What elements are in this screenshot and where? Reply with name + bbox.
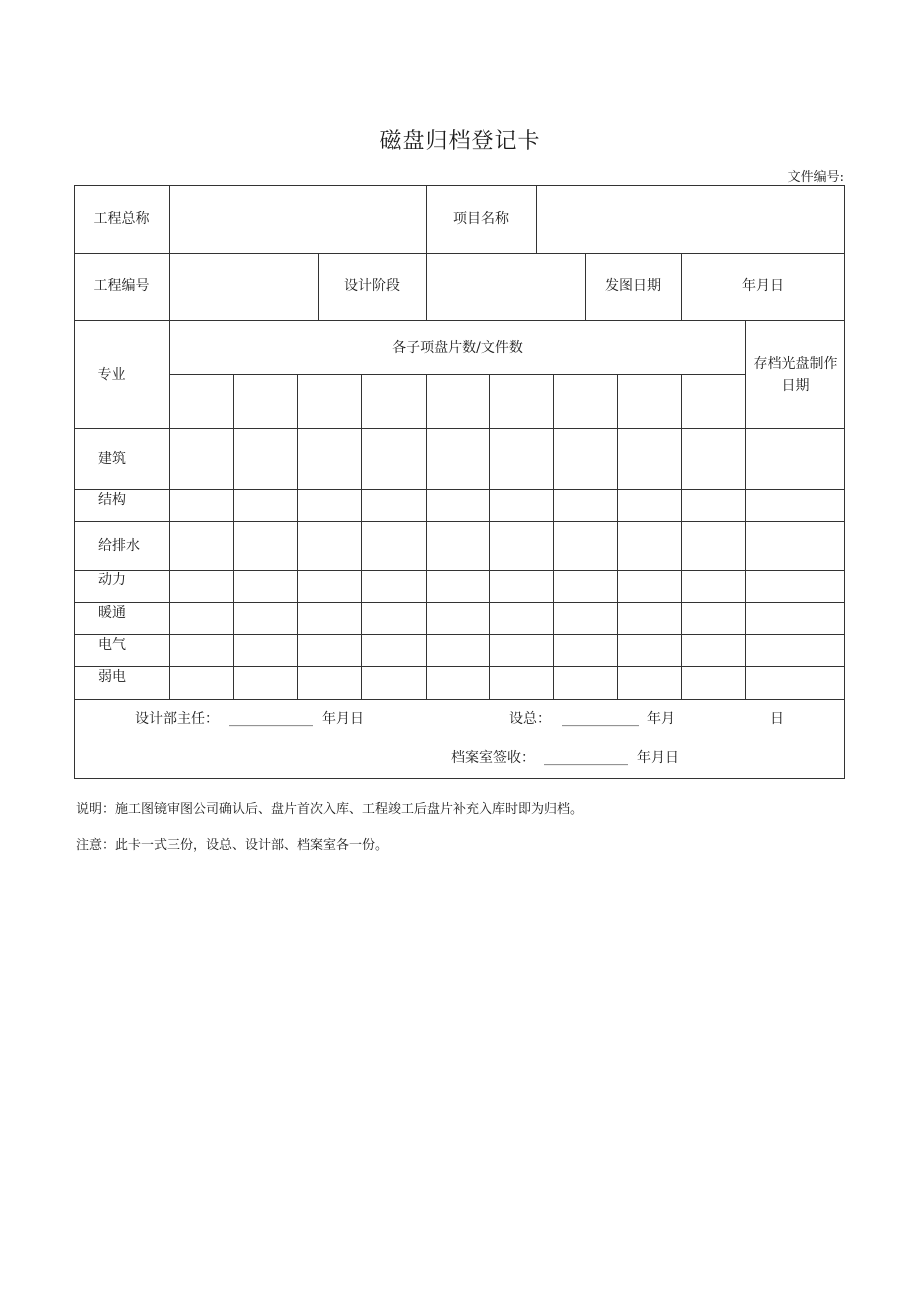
chief-designer-signature-line: ___________ bbox=[562, 711, 639, 727]
archive-receipt-label: 档案室签收： bbox=[451, 750, 535, 766]
project-total-name-label: 工程总称 bbox=[93, 211, 150, 227]
design-director-signature-line: ____________ bbox=[229, 711, 313, 727]
chief-designer-label: 设总： bbox=[509, 711, 551, 727]
explanation-note: 说明：施工图镜审图公司确认后、盘片首次入库、工程竣工后盘片补充入库时即为归档。 bbox=[76, 802, 584, 817]
document-number-label: 文件编号: bbox=[787, 170, 844, 185]
issue-date-label: 发图日期 bbox=[605, 278, 661, 294]
archive-date-header-line1: 存档光盘制作 bbox=[753, 356, 838, 372]
attention-note: 注意：此卡一式三份，设总、设计部、档案室各一份。 bbox=[76, 838, 389, 853]
discipline-row-label: 建筑 bbox=[98, 451, 126, 467]
registration-form-table bbox=[74, 185, 845, 779]
sub-item-count-header: 各子项盘片数/文件数 bbox=[392, 340, 523, 356]
chief-designer-date-day: 日 bbox=[770, 711, 784, 727]
archive-receipt-date: 年月日 bbox=[637, 750, 679, 766]
project-number-label: 工程编号 bbox=[93, 278, 150, 294]
design-stage-label: 设计阶段 bbox=[344, 278, 400, 294]
page-title: 磁盘归档登记卡 bbox=[379, 129, 541, 154]
archive-receipt-signature-line: ____________ bbox=[544, 750, 628, 766]
design-director-date: 年月日 bbox=[322, 711, 364, 727]
discipline-row-label: 动力 bbox=[98, 572, 126, 588]
project-item-name-label: 项目名称 bbox=[453, 211, 509, 227]
discipline-row-label: 弱电 bbox=[98, 669, 126, 685]
archive-date-header-line2: 日期 bbox=[781, 378, 810, 394]
issue-date-value: 年月日 bbox=[742, 278, 784, 294]
chief-designer-date-year-month: 年月 bbox=[647, 711, 675, 727]
discipline-header: 专业 bbox=[97, 367, 126, 383]
discipline-row-label: 暖通 bbox=[98, 605, 126, 621]
discipline-row-label: 电气 bbox=[98, 637, 126, 653]
discipline-row-label: 结构 bbox=[98, 492, 126, 508]
design-director-label: 设计部主任： bbox=[135, 711, 219, 727]
discipline-row-label: 给排水 bbox=[98, 538, 140, 554]
